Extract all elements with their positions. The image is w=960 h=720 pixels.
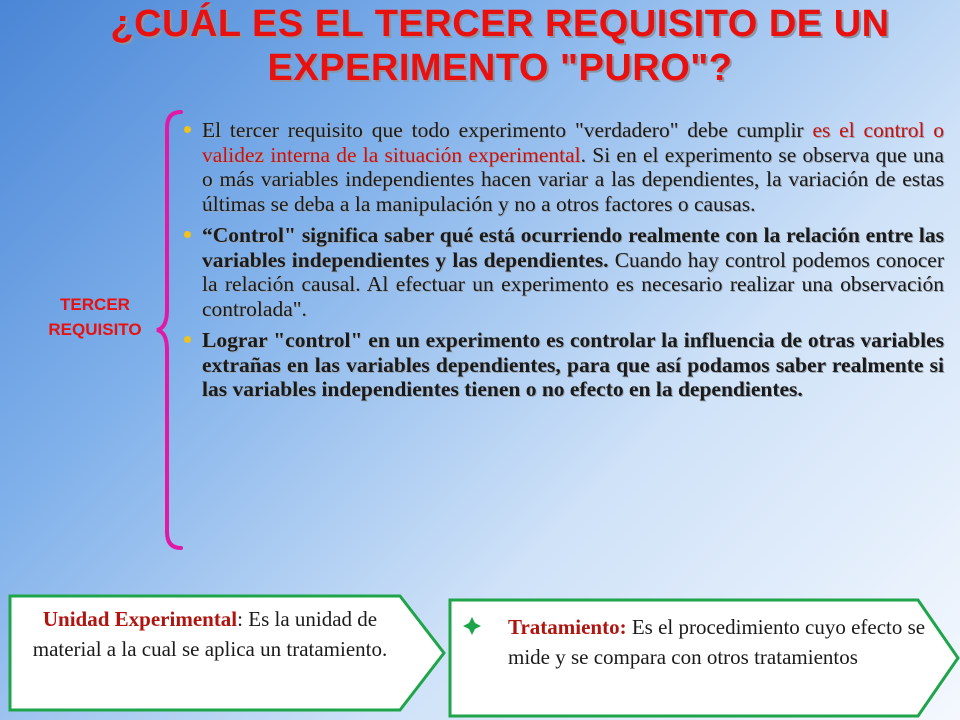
bullet-item-1	[182, 118, 944, 216]
bullet-1-text: El tercer requisito que todo experimento "verdadero" debe cumplir	[202, 118, 813, 142]
tratamiento-box-text	[508, 612, 928, 672]
bullet-item-3	[182, 328, 944, 402]
bullet-2-text: Cuando hay control podemos conocer la relación causal. Al efectuar un experimento es necesario realizar una observación controlada".	[202, 247, 944, 321]
unidad-definition: : Es la unidad de material a la cual se aplica un tratamiento.	[32, 607, 388, 661]
bullet-dot-icon	[184, 336, 191, 343]
bullet-2-bold: “Control" significa saber qué está ocurriendo realmente con la relación entre las variables independientes y las dependientes.	[202, 223, 944, 272]
slide-title: ¿CUÁL ES EL TERCER REQUISITO DE UN EXPERIMENTO "PURO"?	[110, 3, 890, 89]
requirement-bullets	[182, 118, 944, 409]
unidad-term: Unidad Experimental	[42, 607, 238, 631]
side-label	[30, 292, 160, 342]
tratamiento-definition: Es el procedimiento cuyo efecto se mide y se compara con otros tratamientos	[508, 615, 926, 669]
side-label-line2: REQUISITO	[48, 320, 142, 339]
unidad-box-text	[22, 604, 398, 664]
bullet-1-highlight: es el control o validez interna de la situación experimental	[202, 118, 945, 167]
tratamiento-term: Tratamiento:	[508, 615, 627, 639]
bullet-item-2	[182, 223, 944, 321]
diamond-bullet-icon	[462, 616, 482, 636]
bullet-dot-icon	[184, 126, 191, 133]
curly-brace-icon	[155, 110, 185, 550]
bullet-dot-icon	[184, 231, 191, 238]
bullet-3-bold: Lograr "control" en un experimento es controlar la influencia de otras variables extrañas en las variables dependientes, para que así podamos saber realmente si las variables independientes tienen o no efecto en la dependientes.	[202, 328, 944, 401]
side-label-line1: TERCER	[60, 295, 130, 314]
bullet-1-text-end: . Si en el experimento se observa que una o más variables independientes hacen variar a las dependientes, la variación de estas últimas se deba a la manipulación y no a otros factores o causas.	[202, 142, 944, 216]
